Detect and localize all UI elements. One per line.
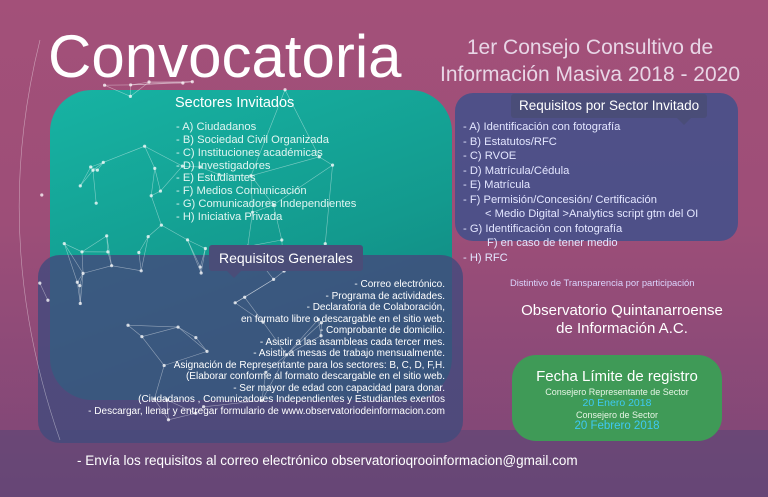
list-item: Asignación de Representante para los sectores: B, C, D, F,H. xyxy=(173,359,445,371)
globe-line xyxy=(64,244,77,283)
globe-node xyxy=(143,145,146,148)
list-item: - H) Iniciativa Privada xyxy=(176,210,283,223)
globe-node xyxy=(204,247,207,250)
globe-node xyxy=(106,250,109,253)
fecha-limite-label: Consejero de Sector xyxy=(575,410,659,420)
list-item: - C) Instituciones académicas xyxy=(176,146,323,159)
globe-node xyxy=(105,234,108,237)
globe-node xyxy=(199,265,202,268)
list-item: - A) Ciudadanos xyxy=(176,121,257,133)
globe-node xyxy=(91,169,94,172)
list-item: < Medio Digital >Analytics script gtm del OI xyxy=(485,208,699,220)
list-item: - B) Sociedad Civil Organizada xyxy=(176,133,329,146)
subtitle-line: Información Masiva 2018 - 2020 xyxy=(440,63,740,86)
globe-node xyxy=(129,95,132,98)
page-title: Convocatoria xyxy=(48,23,402,90)
globe-line xyxy=(151,196,161,225)
list-item: (Ciudadanos , Comunicadores Independientes y Estudiantes exentos xyxy=(138,394,445,405)
globe-node xyxy=(159,189,162,192)
list-item: - Ser mayor de edad con capacidad para donar. xyxy=(233,382,445,394)
globe-line xyxy=(187,240,200,267)
globe-line xyxy=(80,170,93,186)
organization-line: de Información A.C. xyxy=(556,320,688,337)
list-item: - F) Permisión/Concesión/ Certificación xyxy=(463,193,657,206)
globe-line xyxy=(82,236,107,252)
list-item: - Comprobante de domicilio. xyxy=(319,325,445,336)
requisitos-sector-heading: Requisitos por Sector Invitado xyxy=(511,94,707,118)
list-item: - Declaratoria de Colaboración, xyxy=(306,302,445,313)
subtitle-line: 1er Consejo Consultivo de xyxy=(466,36,714,59)
globe-line xyxy=(80,167,90,186)
globe-node xyxy=(79,184,82,187)
globe-node xyxy=(81,272,84,275)
globe-node xyxy=(167,418,170,421)
list-item: - D) Matrícula/Cédula xyxy=(463,164,570,177)
globe-node xyxy=(110,264,113,267)
list-item: - Programa de actividades. xyxy=(325,290,445,302)
globe-node xyxy=(140,269,143,272)
distintivo-text: Distintivo de Transparencia por participación xyxy=(510,277,695,288)
globe-line xyxy=(161,225,187,240)
globe-node xyxy=(137,251,140,254)
globe-node xyxy=(63,242,66,245)
list-item: - Correo electrónico. xyxy=(354,279,445,290)
globe-node xyxy=(150,194,153,197)
globe-line xyxy=(187,240,205,249)
list-item: - G) Identificación con fotografía xyxy=(463,222,623,235)
list-item: - A) Identificación con fotografía xyxy=(463,121,621,133)
globe-line xyxy=(103,146,144,162)
globe-node xyxy=(96,169,99,172)
list-item: - F) Medios Comunicación xyxy=(176,185,307,198)
subtitle xyxy=(420,34,760,88)
globe-node xyxy=(153,167,156,170)
globe-node xyxy=(186,238,189,241)
organization-line: Observatorio Quintanarroense xyxy=(521,302,723,319)
globe-node xyxy=(95,202,98,205)
globe-node xyxy=(40,193,43,196)
globe-node xyxy=(280,238,283,241)
list-item: - G) Comunicadores Independientes xyxy=(176,198,357,211)
list-item: F) en caso de tener medio xyxy=(487,237,618,249)
organization-name xyxy=(502,302,742,338)
globe-node xyxy=(147,235,150,238)
globe-line xyxy=(151,168,155,195)
globe-line xyxy=(93,170,96,203)
globe-line xyxy=(112,266,142,271)
list-item: - Descargar, llenar y entregar formulario de www.observatoriodeinformacion.com xyxy=(88,405,445,417)
globe-line xyxy=(155,168,161,191)
requisitos-sector-list xyxy=(463,120,698,265)
list-item: - B) Estatutos/RFC xyxy=(463,135,557,148)
requisitos-generales-list xyxy=(40,279,445,417)
fecha-limite-date: 20 Enero 2018 xyxy=(582,397,652,409)
list-item: en formato libre o descargable en el sitio web. xyxy=(240,313,445,325)
fecha-limite-title: Fecha Límite de registro xyxy=(536,368,698,385)
fecha-limite-label: Consejero Representante de Sector xyxy=(545,387,689,397)
sectores-list xyxy=(176,121,356,224)
globe-line xyxy=(139,253,141,271)
list-item: - E) Estudiantes xyxy=(176,172,256,185)
globe-line xyxy=(83,266,112,274)
globe-node xyxy=(160,223,163,226)
globe-line xyxy=(141,237,148,271)
globe-line xyxy=(145,146,155,168)
list-item: - Asistir a las asambleas cada tercer mes. xyxy=(259,336,445,348)
sectores-heading: Sectores Invitados xyxy=(175,95,295,111)
globe-line xyxy=(82,252,83,274)
globe-line xyxy=(148,225,161,237)
list-item: (Elaborar conforme al formato descargable en el sitio web. xyxy=(185,371,445,382)
list-item: - C) RVOE xyxy=(463,150,517,162)
globe-node xyxy=(200,271,203,274)
fecha-limite-date: 20 Febrero 2018 xyxy=(574,420,660,432)
list-item: - Asistir a mesas de trabajo mensualmente. xyxy=(253,348,445,359)
requisitos-generales-heading: Requisitos Generales xyxy=(209,245,363,271)
globe-node xyxy=(89,165,92,168)
list-item: - E) Matrícula xyxy=(463,179,531,191)
footer-email-text: - Envía los requisitos al correo electrónico observatorioqrooinformacion@gmail.com xyxy=(77,453,578,468)
list-item: - H) RFC xyxy=(463,251,508,264)
globe-node xyxy=(80,250,83,253)
list-item: - D) Investigadores xyxy=(176,159,271,172)
globe-node xyxy=(102,161,105,164)
